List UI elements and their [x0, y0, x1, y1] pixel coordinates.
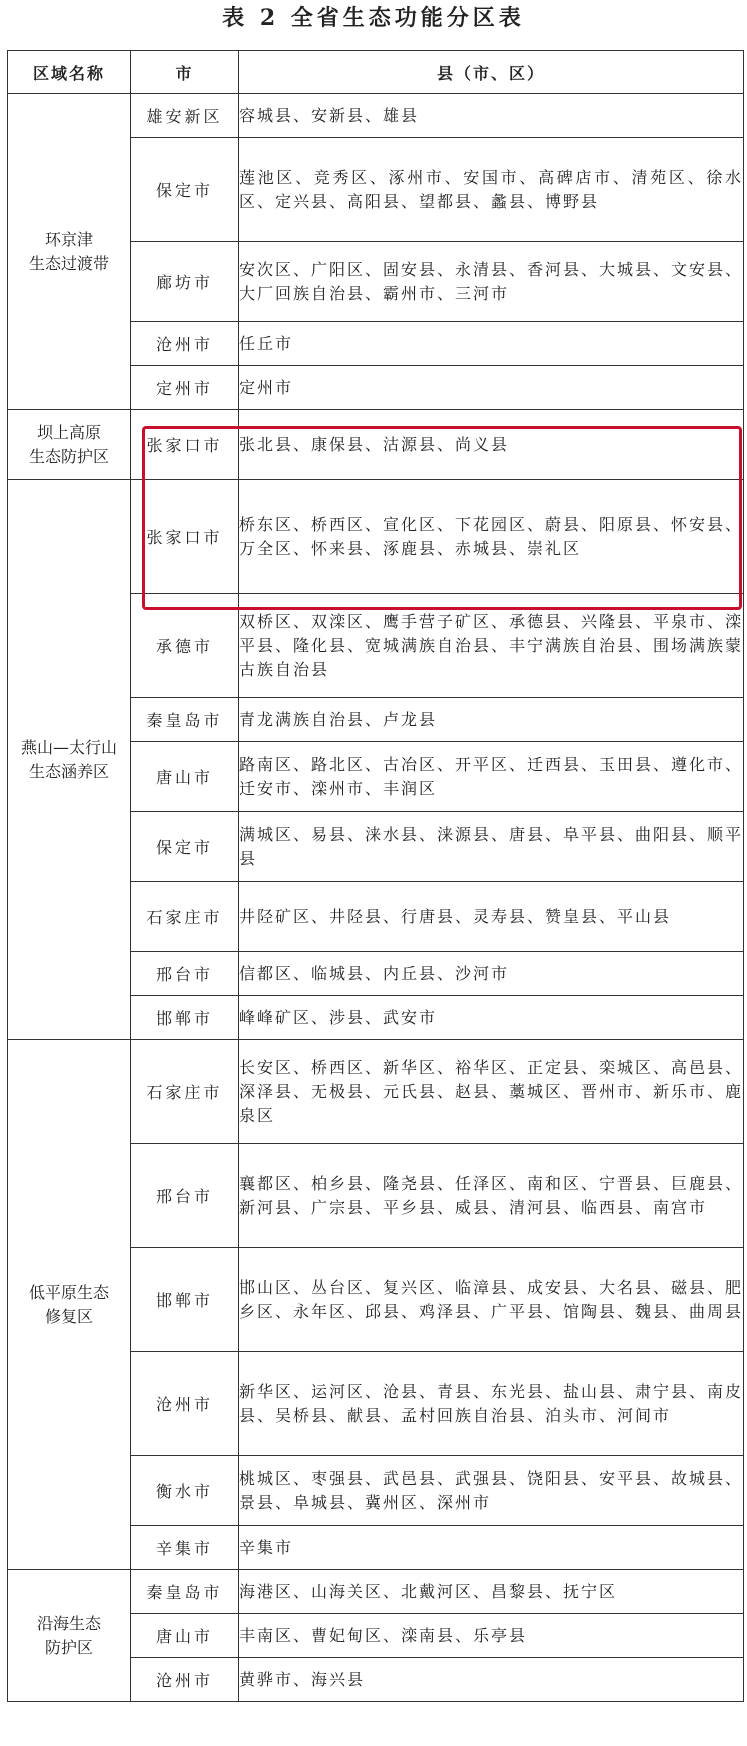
city-cell: 秦皇岛市: [131, 1570, 239, 1614]
ecological-zoning-table: [7, 50, 744, 1702]
table-row: [8, 1040, 744, 1144]
city-cell: 保定市: [131, 138, 239, 242]
counties-cell: 信都区、临城县、内丘县、沙河市: [239, 952, 744, 996]
counties-cell: 襄都区、柏乡县、隆尧县、任泽区、南和区、宁晋县、巨鹿县、新河县、广宗县、平乡县、威县、清河县、临西县、南宫市: [239, 1144, 744, 1248]
city-cell: 沧州市: [131, 1658, 239, 1702]
city-cell: 邯郸市: [131, 996, 239, 1040]
counties-cell: 井陉矿区、井陉县、行唐县、灵寿县、赞皇县、平山县: [239, 882, 744, 952]
counties-cell: 桥东区、桥西区、宣化区、下花园区、蔚县、阳原县、怀安县、万全区、怀来县、涿鹿县、赤城县、崇礼区: [239, 480, 744, 594]
city-cell: 保定市: [131, 812, 239, 882]
region-name-line: 沿海生态: [36, 1613, 101, 1633]
table-row: [8, 1570, 744, 1614]
table-row: [8, 410, 744, 480]
table-row: [8, 480, 744, 594]
table-body: [8, 94, 744, 1702]
region-name-line: 生态过渡带: [28, 253, 109, 273]
counties-cell: 张北县、康保县、沽源县、尚义县: [239, 410, 744, 480]
city-cell: 张家口市: [131, 410, 239, 480]
counties-cell: 桃城区、枣强县、武邑县、武强县、饶阳县、安平县、故城县、景县、阜城县、冀州区、深州市: [239, 1456, 744, 1526]
region-name: [8, 94, 131, 410]
counties-cell: 任丘市: [239, 322, 744, 366]
city-cell: 辛集市: [131, 1526, 239, 1570]
region-name: [8, 1040, 131, 1570]
city-cell: 承德市: [131, 594, 239, 698]
city-cell: 衡水市: [131, 1456, 239, 1526]
city-cell: 廊坊市: [131, 242, 239, 322]
counties-cell: 定州市: [239, 366, 744, 410]
city-cell: 石家庄市: [131, 1040, 239, 1144]
city-cell: 沧州市: [131, 322, 239, 366]
city-cell: 沧州市: [131, 1352, 239, 1456]
counties-cell: 邯山区、丛台区、复兴区、临漳县、成安县、大名县、磁县、肥乡区、永年区、邱县、鸡泽县、广平县、馆陶县、魏县、曲周县: [239, 1248, 744, 1352]
counties-cell: 海港区、山海关区、北戴河区、昌黎县、抚宁区: [239, 1570, 744, 1614]
counties-cell: 青龙满族自治县、卢龙县: [239, 698, 744, 742]
table-header-row: [8, 51, 744, 94]
counties-cell: 双桥区、双滦区、鹰手营子矿区、承德县、兴隆县、平泉市、滦平县、隆化县、宽城满族自治县、丰宁满族自治县、围场满族蒙古族自治县: [239, 594, 744, 698]
city-cell: 邢台市: [131, 1144, 239, 1248]
counties-cell: 路南区、路北区、古冶区、开平区、迁西县、玉田县、遵化市、迁安市、滦州市、丰润区: [239, 742, 744, 812]
region-name: [8, 410, 131, 480]
region-name: [8, 1570, 131, 1702]
region-name-line: 防护区: [44, 1637, 93, 1657]
city-cell: 邢台市: [131, 952, 239, 996]
counties-cell: 辛集市: [239, 1526, 744, 1570]
counties-cell: 黄骅市、海兴县: [239, 1658, 744, 1702]
counties-cell: 容城县、安新县、雄县: [239, 94, 744, 138]
city-cell: 张家口市: [131, 480, 239, 594]
city-cell: 邯郸市: [131, 1248, 239, 1352]
counties-cell: 丰南区、曹妃甸区、滦南县、乐亭县: [239, 1614, 744, 1658]
region-name-line: 低平原生态: [28, 1282, 109, 1302]
region-name-line: 修复区: [44, 1306, 93, 1326]
counties-cell: 峰峰矿区、涉县、武安市: [239, 996, 744, 1040]
region-name-line: 燕山—太行山: [20, 737, 117, 757]
city-cell: 秦皇岛市: [131, 698, 239, 742]
counties-cell: 莲池区、竞秀区、涿州市、安国市、高碑店市、清苑区、徐水区、定兴县、高阳县、望都县、蠡县、博野县: [239, 138, 744, 242]
region-name: [8, 480, 131, 1040]
city-cell: 唐山市: [131, 1614, 239, 1658]
table-row: [8, 94, 744, 138]
city-cell: 石家庄市: [131, 882, 239, 952]
region-name-line: 生态涵养区: [28, 761, 109, 781]
counties-cell: 满城区、易县、涞水县、涞源县、唐县、阜平县、曲阳县、顺平县: [239, 812, 744, 882]
header-counties: 县（市、区）: [239, 51, 744, 94]
city-cell: 唐山市: [131, 742, 239, 812]
table-title: 表 2 全省生态功能分区表: [222, 5, 525, 31]
region-name-line: 坝上高原: [36, 422, 101, 442]
city-cell: 雄安新区: [131, 94, 239, 138]
region-name-line: 生态防护区: [28, 446, 109, 466]
city-cell: 定州市: [131, 366, 239, 410]
header-city: 市: [131, 51, 239, 94]
region-name-line: 环京津: [44, 229, 93, 249]
header-region: 区域名称: [8, 51, 131, 94]
counties-cell: 安次区、广阳区、固安县、永清县、香河县、大城县、文安县、大厂回族自治县、霸州市、三河市: [239, 242, 744, 322]
counties-cell: 新华区、运河区、沧县、青县、东光县、盐山县、肃宁县、南皮县、吴桥县、献县、孟村回族自治县、泊头市、河间市: [239, 1352, 744, 1456]
counties-cell: 长安区、桥西区、新华区、裕华区、正定县、栾城区、高邑县、深泽县、无极县、元氏县、赵县、藁城区、晋州市、新乐市、鹿泉区: [239, 1040, 744, 1144]
